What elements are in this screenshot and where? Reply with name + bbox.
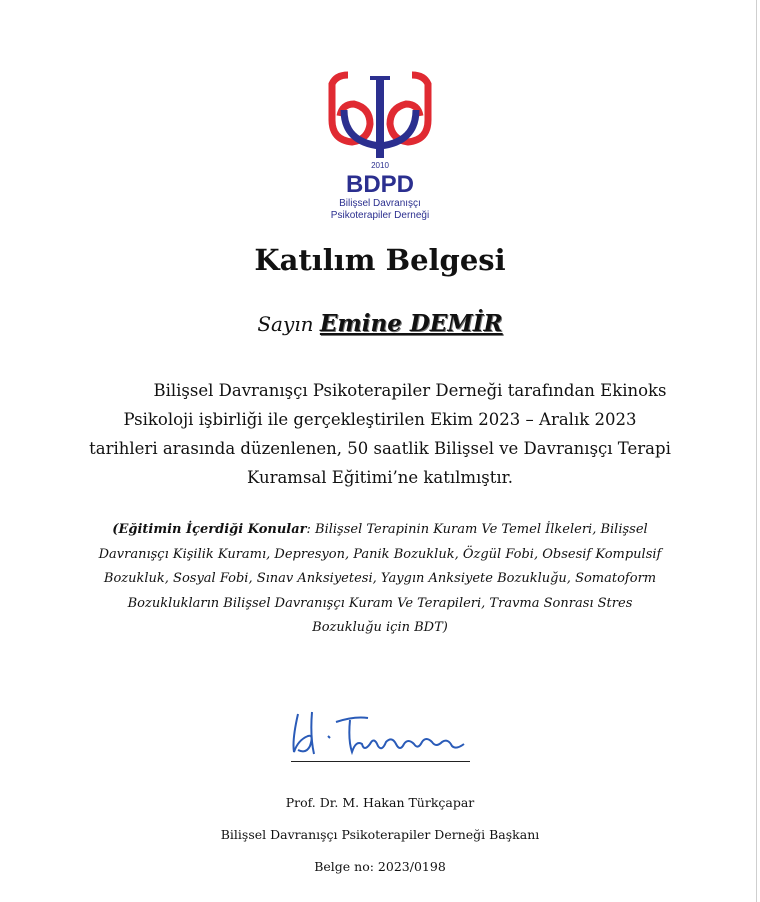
svg-text:BDPD: BDPD xyxy=(345,171,415,198)
topics-line: Bozuklukların Bilişsel Davranışçı Kuram Ve Terapileri, Travma Sonrası Stres xyxy=(127,595,633,611)
signature-line xyxy=(291,761,470,762)
topics-label: (Eğitimin İçerdiği Konular xyxy=(112,522,307,537)
topics-line: Bozukluğu için BDT) xyxy=(312,620,448,635)
topics-line: : Bilişsel Terapinin Kuram Ve Temel İlkeleri, Bilişsel xyxy=(306,522,648,537)
topics-line: Davranışçı Kişilik Kuramı, Depresyon, Panik Bozukluk, Özgül Fobi, Obsesif Kompulsif xyxy=(98,546,662,562)
certificate-number: Belge no: 2023/0198 xyxy=(314,859,446,874)
signature xyxy=(284,700,474,762)
signatory-name: Prof. Dr. M. Hakan Türkçapar xyxy=(285,795,475,810)
body-line: Bilişsel Davranışçı Psikoterapiler Derneği tarafından Ekinoks xyxy=(153,381,667,400)
svg-text:Psikoterapiler Derneği: Psikoterapiler Derneği xyxy=(330,210,430,221)
greeting: Sayın xyxy=(257,312,314,336)
body-line: Psikoloji işbirliği ile gerçekleştirilen Ekim 2023 – Aralık 2023 xyxy=(123,410,637,429)
svg-text:Bilişsel Davranışçı: Bilişsel Davranışçı xyxy=(339,198,421,209)
greeting-line xyxy=(0,310,760,337)
topics-line: Bozukluk, Sosyal Fobi, Sınav Anksiyetesi, Yaygın Anksiyete Bozukluğu, Somatoform xyxy=(103,571,657,586)
certificate-title: Katılım Belgesi xyxy=(254,243,506,277)
topics xyxy=(0,518,760,641)
body-line: Kuramsal Eğitimi’ne katılmıştır. xyxy=(246,468,514,487)
svg-text:2010: 2010 xyxy=(371,161,389,170)
recipient-name: Emine DEMİR xyxy=(319,310,503,337)
bdpd-logo xyxy=(318,70,442,225)
body-line: tarihleri arasında düzenlenen, 50 saatlik Bilişsel ve Davranışçı Terapi xyxy=(89,439,671,458)
signatory-role: Bilişsel Davranışçı Psikoterapiler Derneği Başkanı xyxy=(220,827,540,842)
certificate-body xyxy=(0,376,760,492)
